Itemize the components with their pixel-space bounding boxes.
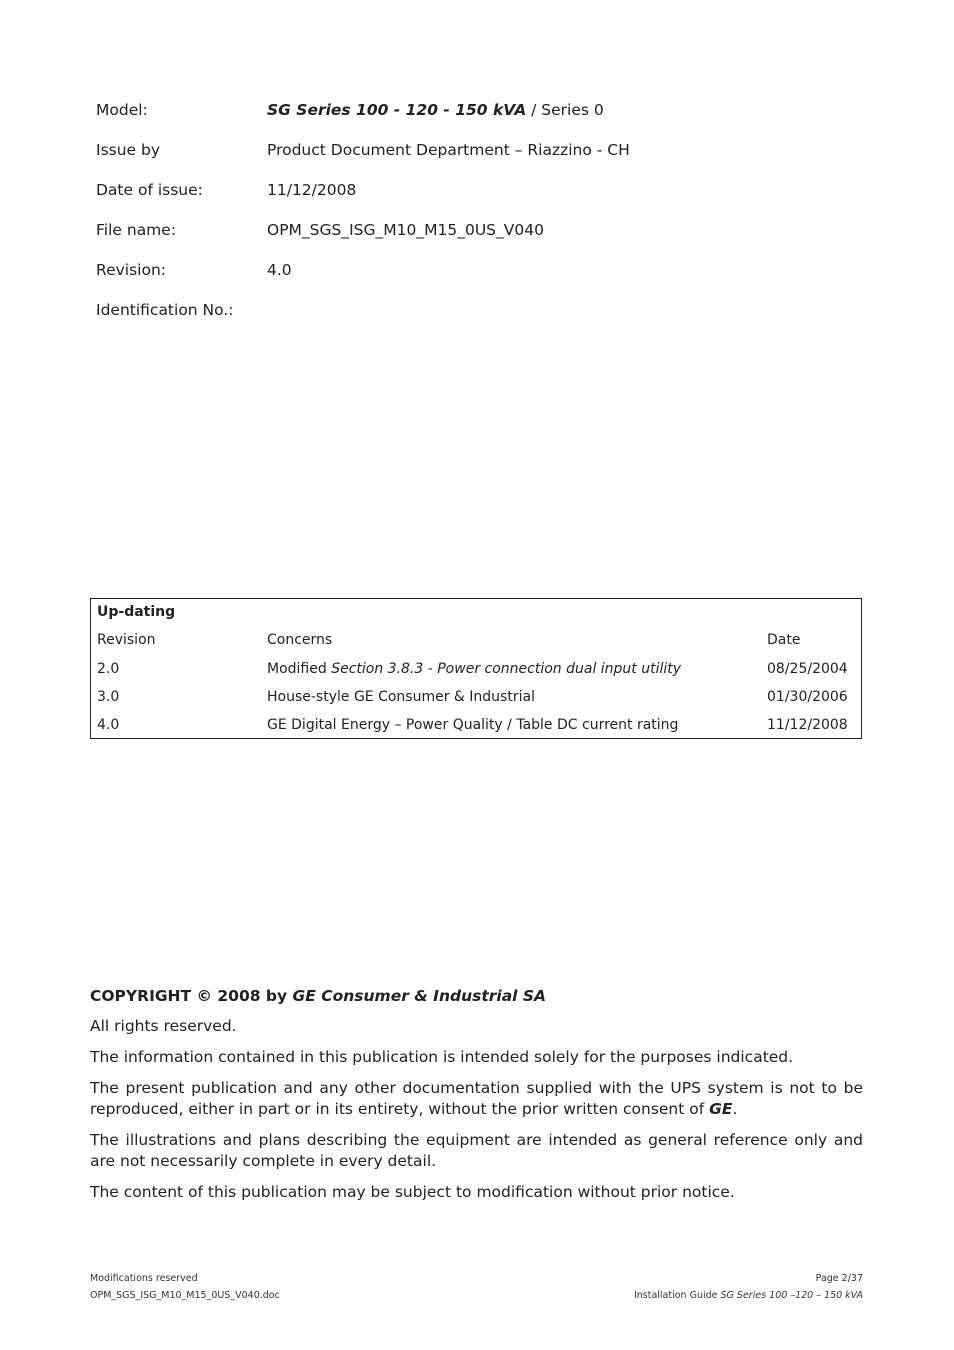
model-value	[267, 98, 604, 138]
footer-page-number: Page 2/37	[815, 1273, 863, 1284]
revision-label: Revision:	[96, 261, 166, 279]
footer-modifications: Modifications reserved	[90, 1273, 198, 1284]
date-value: 11/12/2008	[267, 181, 357, 199]
footer-filename: OPM_SGS_ISG_M10_M15_0US_V040.doc	[90, 1290, 280, 1301]
document-metadata	[96, 98, 630, 338]
file-label: File name:	[96, 221, 177, 239]
row-revision: 2.0	[97, 661, 120, 677]
row-concerns	[267, 661, 681, 677]
row-revision: 3.0	[97, 689, 120, 705]
purpose-text: The information contained in this publication is intended solely for the purposes indicated.	[90, 1048, 794, 1066]
identification-label: Identification No.:	[96, 301, 234, 319]
updating-title: Up-dating	[97, 604, 176, 620]
table-row	[91, 661, 861, 681]
reproduction-end: .	[732, 1100, 738, 1118]
file-value: OPM_SGS_ISG_M10_M15_0US_V040	[267, 221, 544, 239]
header-concerns: Concerns	[267, 632, 333, 648]
modification-notice-text: The content of this publication may be subject to modification without prior notice.	[90, 1183, 735, 1201]
model-label: Model:	[96, 101, 148, 119]
table-row	[91, 717, 861, 737]
meta-row-date	[96, 178, 630, 218]
footer-guide-title	[634, 1290, 863, 1301]
meta-row-issue-by	[96, 138, 630, 178]
concerns-section-ref: Section 3.8.3 - Power connection dual input utility	[331, 661, 682, 677]
revision-value: 4.0	[267, 261, 292, 279]
page-footer	[90, 1273, 863, 1307]
footer-guide-prefix: Installation Guide	[633, 1290, 721, 1301]
row-concerns: GE Digital Energy – Power Quality / Table DC current rating	[267, 717, 679, 733]
reproduction-body: The present publication and any other documentation supplied with the UPS system is not to be reproduced, either in part or in its entirety, without the prior written consent of	[90, 1079, 863, 1118]
reproduction-company: GE	[709, 1100, 733, 1118]
meta-row-identification	[96, 298, 630, 338]
footer-row-1	[90, 1273, 863, 1290]
copyright-title	[90, 986, 863, 1007]
copyright-prefix: COPYRIGHT © 2008 by	[90, 987, 293, 1005]
updating-table	[90, 598, 862, 739]
rights-reserved-text: All rights reserved.	[90, 1017, 237, 1035]
meta-row-model	[96, 98, 630, 138]
row-concerns: House-style GE Consumer & Industrial	[267, 689, 535, 705]
copyright-section	[90, 986, 863, 1213]
concerns-prefix: Modified	[267, 661, 332, 677]
copyright-company: GE Consumer & Industrial SA	[292, 987, 547, 1005]
footer-guide-model: SG Series 100 –120 – 150 kVA	[720, 1290, 863, 1301]
row-date: 01/30/2006	[767, 689, 848, 705]
row-revision: 4.0	[97, 717, 120, 733]
table-row	[91, 689, 861, 709]
header-revision: Revision	[97, 632, 156, 648]
issue-by-value: Product Document Department – Riazzino - CH	[267, 141, 630, 159]
meta-row-revision	[96, 258, 630, 298]
meta-row-file	[96, 218, 630, 258]
illustrations-text: The illustrations and plans describing the equipment are intended as general reference only and are not necessarily complete in every detail.	[90, 1131, 863, 1170]
reproduction-text	[90, 1078, 863, 1120]
updating-header-row	[91, 632, 861, 652]
model-name: SG Series 100 - 120 - 150 kVA	[267, 101, 527, 119]
row-date: 08/25/2004	[767, 661, 848, 677]
row-date: 11/12/2008	[767, 717, 848, 733]
date-label: Date of issue:	[96, 181, 203, 199]
issue-by-label: Issue by	[96, 141, 161, 159]
model-series: / Series 0	[526, 101, 604, 119]
footer-row-2	[90, 1290, 863, 1307]
header-date: Date	[767, 632, 801, 648]
